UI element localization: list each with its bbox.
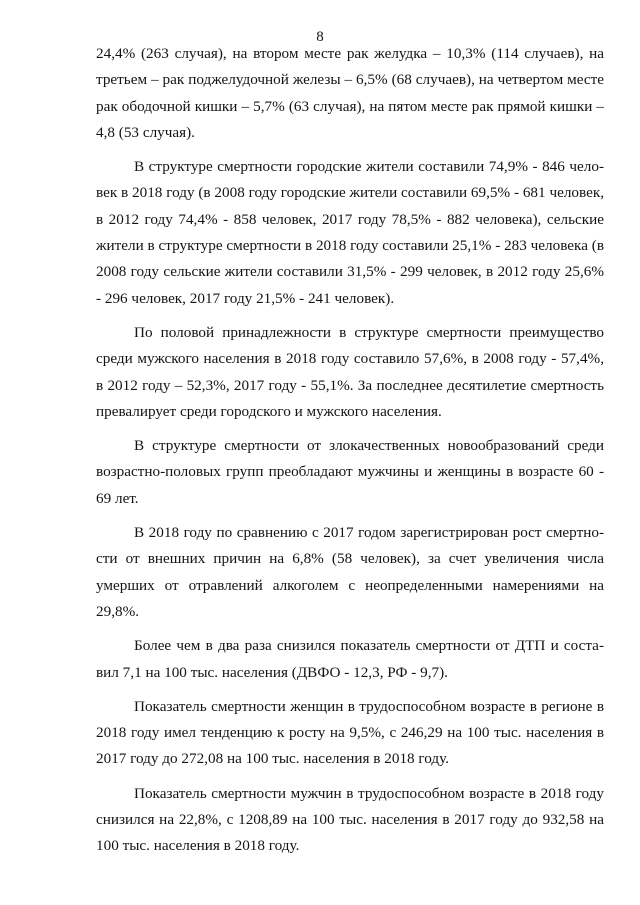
page-number: 8 (316, 29, 324, 45)
body-text (96, 41, 604, 868)
paragraph-external-causes: В 2018 году по сравнению с 2017 годом зарегистрирован рост смертности от внешних причин на 6,8% (58 человек), за счет увеличения числа умерших от отравлений алкоголем с неопределенными намерениями на 29,8%. (96, 524, 604, 620)
paragraph-road-accidents: Более чем в два раза снизился показатель смертности от ДТП и составил 7,1 на 100 тыс. населения (ДВФО - 12,3, РФ - 9,7). (96, 637, 604, 681)
paragraph-sex-mortality: По половой принадлежности в структуре смертности преимущество среди мужского населения в 2018 году составило 57,6%, в 2008 году - 57,4%, в 2012 году – 52,3%, 2017 году - 55,1%. За последнее десятилетие смертность превалирует среди городского и мужского населения. (96, 323, 604, 420)
paragraph-men-working-age: Показатель смертности мужчин в трудоспособном возрасте в 2018 году снизился на 22,8%, с 1208,89 на 100 тыс. населения в 2017 году до 932,58 на 100 тыс. населения в 2018 году. (96, 784, 604, 855)
paragraph-cancer-ranking: 24,4% (263 случая), на втором месте рак желудка – 10,3% (114 случаев), на третьем – рак поджелудочной железы – 6,5% (68 случаев), на четвертом месте рак ободочной кишки – 5,7% (63 случая), на пятом месте рак прямой кишки – 4,8 (53 случая). (96, 45, 604, 141)
paragraph-women-working-age: Показатель смертности женщин в трудоспособном возрасте в регионе в 2018 году имел тенденцию к росту на 9,5%, с 246,29 на 100 тыс. населения в 2017 году до 272,08 на 100 тыс. населения в 2018 году. (96, 697, 604, 768)
paragraph-age-sex-groups: В структуре смертности от злокачественных новообразований среди возрастно-половых групп преобладают мужчины и женщины в возрасте 60 - 69 лет. (96, 437, 604, 507)
paragraph-urban-rural-mortality: В структуре смертности городские жители составили 74,9% - 846 человек в 2018 году (в 2008 году городские жители составили 69,5% - 681 человек, в 2012 году 74,4% - 858 человек, 2017 году 78,5% - 882 человека), сельские жители в структуре смертности в 2018 году составили 25,1% - 283 человека (в 2008 году сельские жители составили 31,5% - 299 человек, в 2012 году 25,6% - 296 человек, 2017 году 21,5% - 241 человек). (96, 158, 604, 307)
